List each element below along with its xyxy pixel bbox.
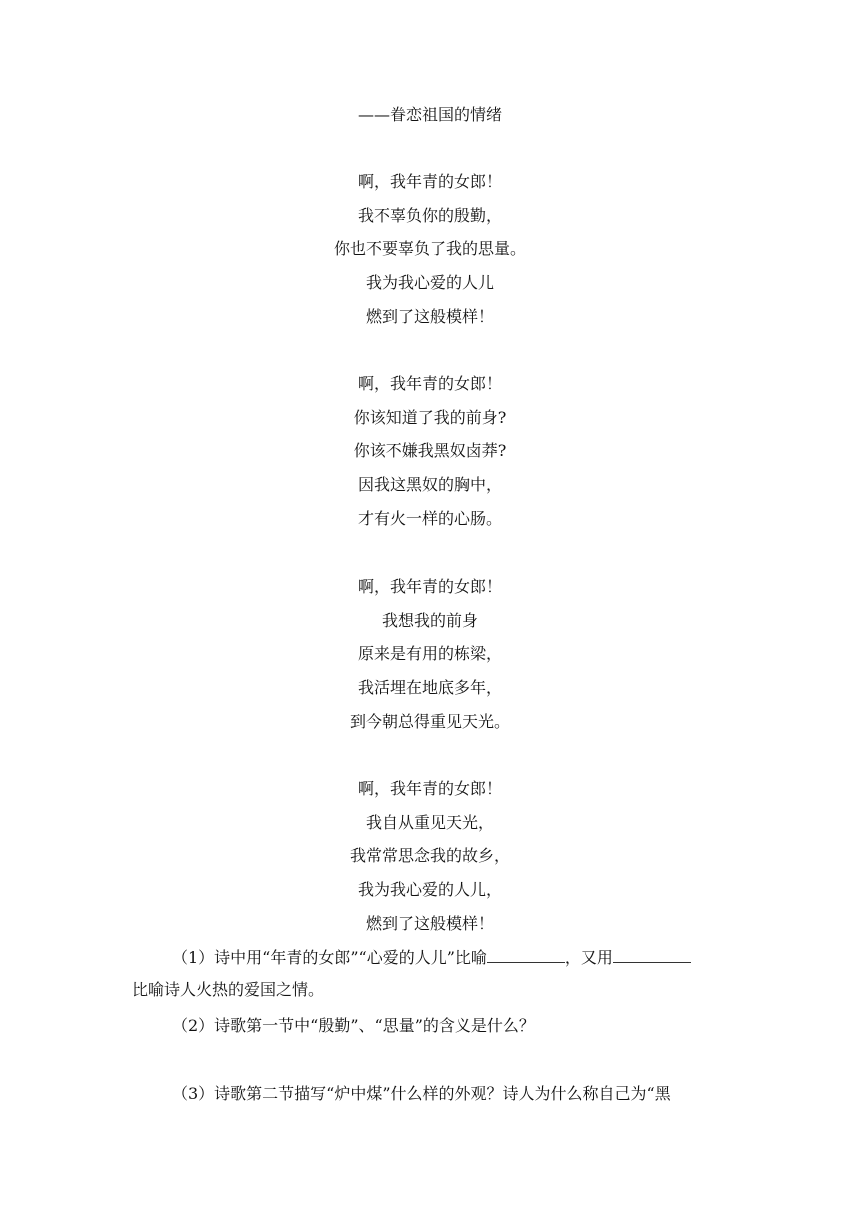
poem-line: 到今朝总得重见天光。 [349,711,510,731]
poem-line: 啊，我年青的女郎！ [357,577,502,596]
poem-line: 燃到了这般模样！ [365,913,494,933]
poem-line: 燃到了这般模样！ [365,306,494,326]
poem-line: 我为我心爱的人儿， [357,880,502,900]
poem-line: 我活埋在地底多年， [357,678,502,698]
poem-line: 啊，我年青的女郎！ [357,779,502,798]
stanza-1 [0,165,860,333]
poem-line: 啊，我年青的女郎！ [357,374,502,393]
question-2-text: （2）诗歌第一节中“殷勤”、“思量”的含义是什么？ [172,1016,535,1035]
stanza-2 [0,367,860,535]
answer-blank-1[interactable] [487,944,565,963]
poem-line: 你该不嫌我黑奴卤莽? [353,441,507,461]
question-1-text-b: ，又用 [564,948,613,967]
stanza-3 [0,570,860,738]
poem-line: 啊，我年青的女郎！ [357,172,502,191]
poem-line: 因我这黑奴的胸中， [357,475,502,495]
question-2 [132,1010,732,1042]
question-3 [132,1078,732,1110]
poem-line: 你也不要辜负了我的思量。 [333,239,526,259]
poem-line: 才有火一样的心肠。 [357,508,502,528]
poem-line: 我想我的前身 [381,610,478,630]
question-3-text: （3）诗歌第二节描写“炉中煤”什么样的外观？诗人为什么称自己为“黑 [172,1084,671,1103]
poem-line: 我常常思念我的故乡， [349,846,510,866]
question-1 [132,942,732,1006]
question-1-text-c: 比喻诗人火热的爱国之情。 [132,980,325,999]
answer-blank-2[interactable] [613,944,691,963]
question-1-text-a: （1）诗中用“年青的女郎”“心爱的人儿”比喻 [172,948,487,967]
poem-line: 我不辜负你的殷勤， [357,205,502,225]
poem-subtitle: ——眷恋祖国的情绪 [357,105,502,124]
poem-line: 你该知道了我的前身? [353,407,507,427]
poem-line: 我为我心爱的人儿 [365,273,494,293]
poem-line: 我自从重见天光， [365,812,494,832]
poem-line: 原来是有用的栋梁， [357,644,502,664]
stanza-4 [0,772,860,940]
